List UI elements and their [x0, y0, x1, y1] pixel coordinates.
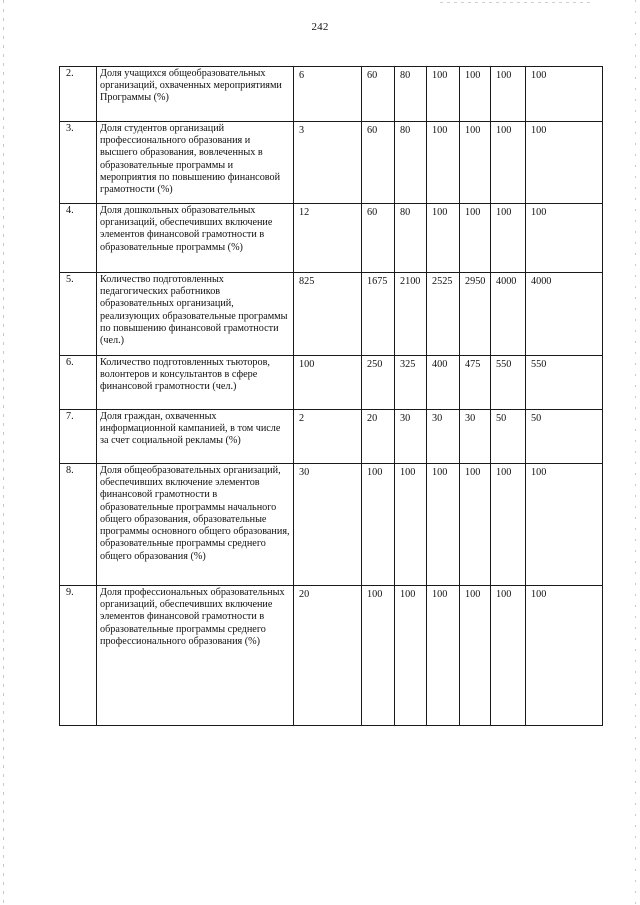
indicator-name: Количество подготовленных тьюторов, волонтеров и консультантов в сфере финансовой грамотности (чел.) [97, 356, 294, 410]
year-value: 100 [526, 464, 603, 586]
table-row [60, 356, 603, 410]
year-value: 325 [395, 356, 427, 410]
year-value: 400 [427, 356, 460, 410]
row-number: 6. [60, 356, 97, 410]
page-number: 242 [311, 21, 329, 33]
year-value: 100 [427, 204, 460, 273]
indicator-name: Доля дошкольных образовательных организаций, обеспечивших включение элементов финансовой грамотности в образовательные программы (%) [97, 204, 294, 273]
year-value: 50 [526, 410, 603, 464]
year-value: 20 [362, 410, 395, 464]
year-value: 2100 [395, 273, 427, 356]
table-row [60, 464, 603, 586]
base-value: 2 [294, 410, 362, 464]
year-value: 100 [491, 204, 526, 273]
year-value: 100 [460, 464, 491, 586]
year-value: 100 [491, 464, 526, 586]
year-value: 60 [362, 204, 395, 273]
year-value: 100 [460, 204, 491, 273]
scan-top-mark [440, 2, 590, 3]
year-value: 80 [395, 67, 427, 122]
base-value: 825 [294, 273, 362, 356]
year-value: 100 [427, 122, 460, 204]
year-value: 100 [395, 586, 427, 726]
row-number: 9. [60, 586, 97, 726]
table-row [60, 273, 603, 356]
year-value: 60 [362, 67, 395, 122]
year-value: 50 [491, 410, 526, 464]
table-row [60, 204, 603, 273]
year-value: 30 [427, 410, 460, 464]
table-row [60, 67, 603, 122]
year-value: 100 [526, 586, 603, 726]
year-value: 100 [526, 122, 603, 204]
base-value: 100 [294, 356, 362, 410]
indicator-name: Количество подготовленных педагогических работников образовательных организаций, реализующих образовательные программы по повышению финансовой грамотности (чел.) [97, 273, 294, 356]
year-value: 4000 [526, 273, 603, 356]
year-value: 550 [526, 356, 603, 410]
indicators-table [59, 66, 603, 726]
year-value: 100 [362, 464, 395, 586]
year-value: 100 [526, 204, 603, 273]
row-number: 2. [60, 67, 97, 122]
year-value: 80 [395, 122, 427, 204]
row-number: 8. [60, 464, 97, 586]
indicator-name: Доля общеобразовательных организаций, обеспечивших включение элементов финансовой грамотности в образовательные программы начального общего образования, образовательные программы основного общего образования, образовательные программы среднего общего образования (%) [97, 464, 294, 586]
year-value: 1675 [362, 273, 395, 356]
year-value: 100 [491, 122, 526, 204]
year-value: 100 [460, 67, 491, 122]
indicator-name: Доля профессиональных образовательных организаций, обеспечивших включение элементов финансовой грамотности в образовательные программы среднего профессионального образования (%) [97, 586, 294, 726]
year-value: 100 [427, 67, 460, 122]
row-number: 5. [60, 273, 97, 356]
row-number: 7. [60, 410, 97, 464]
year-value: 4000 [491, 273, 526, 356]
year-value: 100 [427, 464, 460, 586]
year-value: 30 [395, 410, 427, 464]
year-value: 550 [491, 356, 526, 410]
year-value: 100 [491, 67, 526, 122]
row-number: 4. [60, 204, 97, 273]
table-row [60, 410, 603, 464]
year-value: 250 [362, 356, 395, 410]
year-value: 2525 [427, 273, 460, 356]
year-value: 100 [460, 586, 491, 726]
base-value: 6 [294, 67, 362, 122]
year-value: 475 [460, 356, 491, 410]
year-value: 100 [526, 67, 603, 122]
table-row [60, 586, 603, 726]
year-value: 60 [362, 122, 395, 204]
indicator-name: Доля граждан, охваченных информационной кампанией, в том числе за счет социальной рекламы (%) [97, 410, 294, 464]
year-value: 100 [427, 586, 460, 726]
row-number: 3. [60, 122, 97, 204]
indicator-name: Доля учащихся общеобразовательных организаций, охваченных мероприятиями Программы (%) [97, 67, 294, 122]
year-value: 100 [395, 464, 427, 586]
year-value: 30 [460, 410, 491, 464]
year-value: 2950 [460, 273, 491, 356]
year-value: 100 [491, 586, 526, 726]
indicator-name: Доля студентов организаций профессионального образования и высшего образования, вовлеченных в образовательные программы и мероприятия по повышению финансовой грамотности (%) [97, 122, 294, 204]
scan-edge-left [3, 0, 4, 905]
year-value: 80 [395, 204, 427, 273]
year-value: 100 [460, 122, 491, 204]
scan-edge-right [635, 0, 636, 905]
table-row [60, 122, 603, 204]
year-value: 100 [362, 586, 395, 726]
base-value: 3 [294, 122, 362, 204]
base-value: 12 [294, 204, 362, 273]
base-value: 20 [294, 586, 362, 726]
base-value: 30 [294, 464, 362, 586]
